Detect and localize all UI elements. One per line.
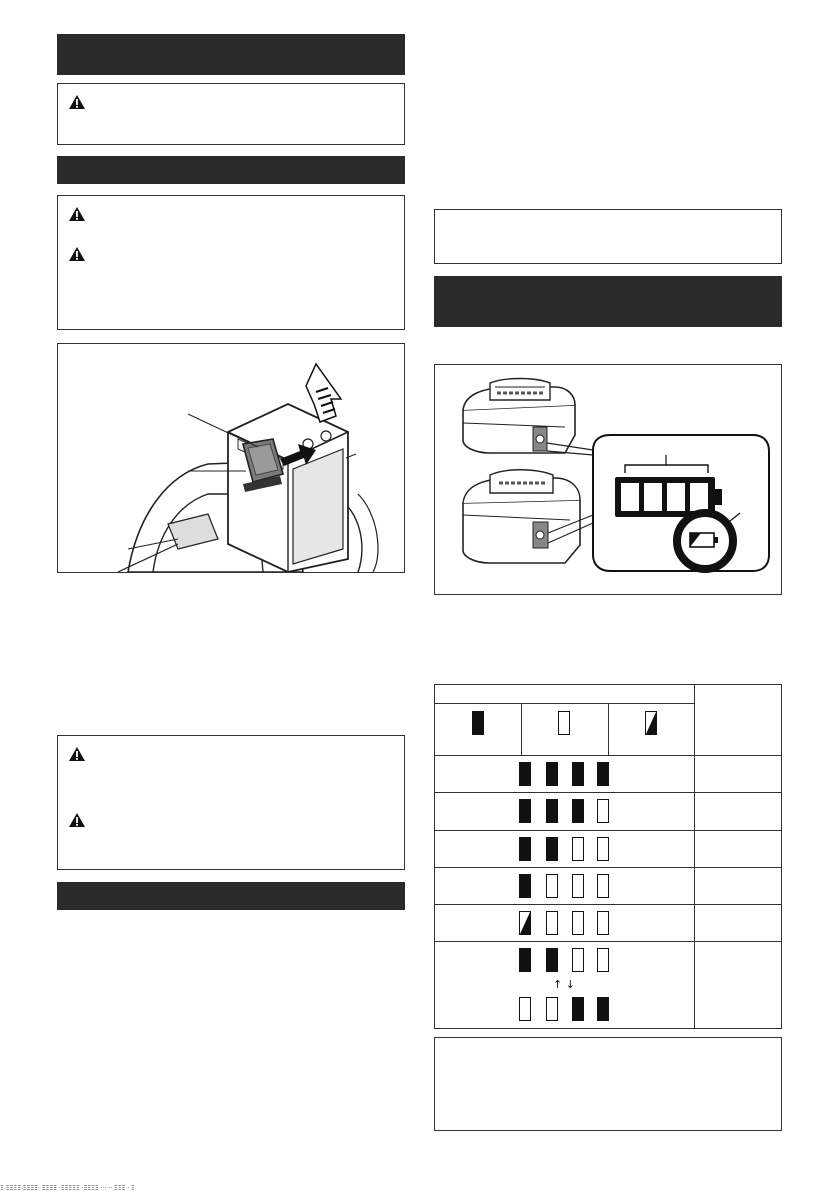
legend-off-lamp <box>558 711 570 735</box>
section-heading-bar-2 <box>57 156 405 184</box>
figure-battery-removal <box>57 343 405 573</box>
table-divider <box>434 830 782 831</box>
section-heading-bar-1 <box>57 34 405 75</box>
indicator-lamp-full <box>572 762 584 786</box>
warning-box-1 <box>57 83 405 145</box>
alternating-arrows: ↑ ↓ <box>553 978 575 991</box>
indicator-lamp-full <box>519 948 531 972</box>
indicator-lamp-full <box>597 997 609 1021</box>
indicator-lamp-empty <box>572 837 584 861</box>
indicator-lamp-empty <box>546 997 558 1021</box>
indicator-lamp-empty <box>572 948 584 972</box>
indicator-lamp-full <box>519 762 531 786</box>
warning-triangle-icon <box>68 206 86 222</box>
legend-blinking-lamp <box>645 711 657 735</box>
legend-lit-lamp <box>472 711 484 735</box>
indicator-lamp-empty <box>597 837 609 861</box>
indicator-lamp-full <box>572 799 584 823</box>
battery-removal-illustration <box>58 344 404 572</box>
indicator-lamp-full <box>546 762 558 786</box>
indicator-lamp-empty <box>546 874 558 898</box>
table-divider <box>694 684 695 1029</box>
indicator-lamp-full <box>519 874 531 898</box>
warning-box-3 <box>57 735 405 870</box>
indicator-lamp-full <box>572 997 584 1021</box>
indicator-lamp-full <box>519 837 531 861</box>
table-divider <box>434 941 782 942</box>
section-heading-bar-4 <box>434 276 782 327</box>
footer-scan-line: Ξ ΞΞΞΞ ΞΞΞΞ· ΞΞΞΞ ·ΞΞΞΞΞ ·ΞΞΞΞ ··· ·· ΞΞΞ · Ξ <box>0 1185 135 1192</box>
warning-triangle-icon <box>68 746 86 762</box>
figure-battery-indicator <box>434 364 782 595</box>
table-divider <box>434 755 782 756</box>
indicator-lamp-full <box>546 837 558 861</box>
indicator-lamp-empty <box>572 874 584 898</box>
section-heading-bar-3 <box>57 882 405 910</box>
indicator-lamp-empty <box>597 799 609 823</box>
indicator-lamp-empty <box>597 911 609 935</box>
note-box <box>434 209 782 264</box>
warning-triangle-icon <box>68 812 86 828</box>
indicator-lamp-half <box>519 911 531 935</box>
battery-indicator-illustration <box>435 365 781 594</box>
note-box-bottom <box>434 1037 782 1131</box>
indicator-lamp-empty <box>546 911 558 935</box>
warning-box-2 <box>57 195 405 330</box>
table-divider <box>434 904 782 905</box>
table-divider <box>521 703 522 755</box>
indicator-lamp-empty <box>597 948 609 972</box>
table-divider <box>434 703 694 704</box>
table-divider <box>434 867 782 868</box>
indicator-lamp-full <box>546 948 558 972</box>
warning-triangle-icon <box>68 94 86 110</box>
table-divider <box>434 792 782 793</box>
indicator-lamp-full <box>546 799 558 823</box>
table-divider <box>608 703 609 755</box>
indicator-lamp-full <box>597 762 609 786</box>
indicator-lamp-full <box>519 799 531 823</box>
indicator-lamp-empty <box>572 911 584 935</box>
warning-triangle-icon <box>68 246 86 262</box>
indicator-lamp-empty <box>519 997 531 1021</box>
indicator-lamp-empty <box>597 874 609 898</box>
